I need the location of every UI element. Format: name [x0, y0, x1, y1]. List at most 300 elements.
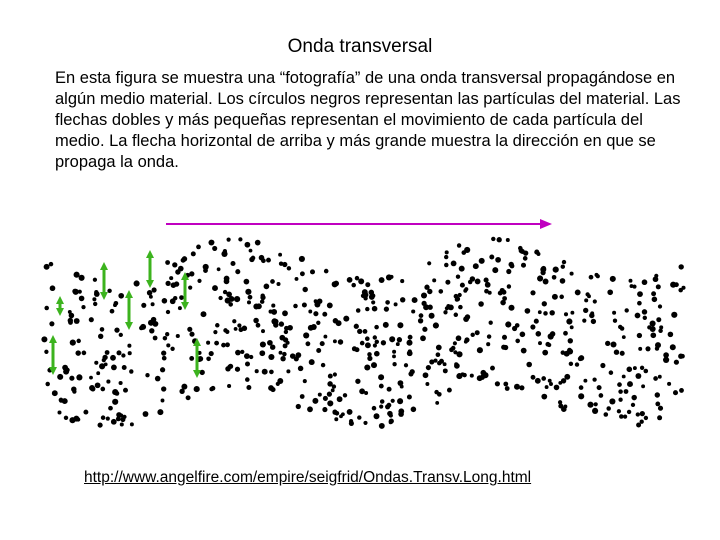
particle: [432, 278, 436, 282]
particle: [633, 366, 637, 370]
particle: [73, 289, 79, 295]
particle: [69, 376, 74, 381]
particle: [552, 294, 558, 300]
particle: [68, 318, 73, 323]
particle: [636, 423, 641, 428]
particle: [541, 376, 546, 381]
particle: [214, 341, 219, 346]
particle: [495, 381, 500, 386]
particle: [475, 278, 481, 284]
particle: [626, 366, 632, 372]
particle: [635, 313, 641, 319]
particle: [151, 302, 155, 306]
particle: [605, 341, 610, 346]
particle: [284, 330, 288, 334]
particle: [333, 372, 337, 376]
particle: [365, 307, 369, 311]
particle: [575, 289, 581, 295]
particle: [667, 382, 671, 386]
particle: [100, 327, 105, 332]
particle: [208, 240, 214, 246]
particle: [351, 283, 356, 288]
particle: [674, 360, 679, 365]
particle: [286, 369, 290, 373]
particle: [530, 324, 535, 329]
particle: [583, 379, 587, 383]
particle: [148, 320, 154, 326]
transverse-wave-figure: [0, 200, 720, 440]
particle: [606, 406, 611, 411]
particle: [323, 396, 328, 401]
particle: [223, 328, 227, 332]
particle: [303, 379, 307, 383]
particle: [230, 261, 235, 266]
particle-motion-arrow: [125, 290, 133, 330]
particle: [120, 422, 124, 426]
particle: [657, 415, 662, 420]
particle: [459, 266, 465, 272]
particle: [523, 256, 528, 261]
particle: [614, 349, 619, 354]
particle: [218, 296, 222, 300]
particle: [260, 341, 266, 347]
particle: [196, 245, 201, 250]
particle: [372, 406, 377, 411]
particle: [242, 326, 247, 331]
particle-motion-arrow: [100, 262, 108, 300]
particle: [419, 313, 424, 318]
particle: [456, 274, 460, 278]
particle: [374, 413, 380, 419]
particle: [295, 277, 299, 281]
particle: [475, 330, 480, 335]
particle: [549, 382, 553, 386]
particle: [300, 271, 305, 276]
particle: [332, 410, 337, 415]
particle: [617, 409, 621, 413]
particle: [623, 414, 627, 418]
particle: [578, 393, 584, 399]
particle: [175, 269, 180, 274]
particle: [369, 294, 375, 300]
particle: [206, 341, 210, 345]
particle: [600, 363, 605, 368]
particle: [282, 262, 287, 267]
particle: [152, 287, 157, 292]
particle: [365, 336, 370, 341]
particle: [271, 304, 275, 308]
particle: [490, 366, 495, 371]
particle: [638, 347, 642, 351]
particle: [282, 352, 287, 357]
particle: [398, 411, 404, 417]
particle: [332, 384, 336, 388]
particle: [378, 374, 384, 380]
particle: [105, 350, 110, 355]
particle: [545, 385, 549, 389]
particle: [323, 407, 328, 412]
particle: [312, 398, 318, 404]
particle: [110, 355, 116, 361]
particle: [543, 311, 548, 316]
particle: [470, 333, 474, 337]
particle: [331, 388, 335, 392]
particle: [305, 341, 310, 346]
particle: [579, 385, 584, 390]
particle: [225, 298, 231, 304]
particle: [261, 329, 265, 333]
particle: [631, 395, 636, 400]
particle-motion-arrow: [181, 272, 189, 310]
particle: [44, 350, 48, 354]
particle: [101, 415, 106, 420]
particle: [173, 296, 177, 300]
particle: [245, 377, 250, 382]
particle: [505, 321, 511, 327]
particle: [627, 381, 633, 387]
particle: [106, 417, 110, 421]
particle: [52, 390, 58, 396]
particle: [119, 381, 123, 385]
particle: [679, 388, 684, 393]
particle: [637, 333, 642, 338]
particle: [255, 369, 259, 373]
particle: [486, 342, 490, 346]
particle-motion-arrow: [146, 250, 154, 288]
particle: [143, 411, 149, 417]
particle: [367, 356, 372, 361]
particle: [435, 401, 439, 405]
particle: [247, 300, 251, 304]
particle: [584, 298, 588, 302]
particle: [592, 408, 598, 414]
particle: [217, 267, 221, 271]
particle: [116, 350, 121, 355]
particle: [618, 325, 622, 329]
particle: [613, 319, 617, 323]
particle: [379, 405, 383, 409]
particle: [627, 410, 631, 414]
particle: [453, 341, 457, 345]
particle: [197, 279, 201, 283]
particle: [679, 264, 684, 269]
particle: [203, 264, 209, 270]
particle: [374, 351, 380, 357]
particle: [313, 311, 318, 316]
particle: [650, 332, 656, 338]
particle: [525, 308, 531, 314]
particle: [629, 279, 633, 283]
particle: [130, 422, 134, 426]
particle: [273, 322, 278, 327]
particle: [189, 332, 194, 337]
particle: [94, 361, 98, 365]
particle: [389, 418, 394, 423]
particle: [637, 291, 643, 297]
particle: [631, 403, 635, 407]
particle: [542, 301, 547, 306]
particle: [374, 325, 379, 330]
particle: [249, 355, 253, 359]
particle: [64, 416, 68, 420]
particle: [373, 335, 377, 339]
particle: [563, 331, 568, 336]
particle: [470, 374, 474, 378]
particle: [610, 341, 616, 347]
particle: [655, 392, 660, 397]
particle: [587, 294, 591, 298]
particle: [641, 384, 645, 388]
particle: [397, 398, 403, 404]
particle: [663, 352, 669, 358]
particle: [81, 305, 85, 309]
particle: [410, 369, 415, 374]
particle: [244, 279, 250, 285]
particle: [75, 350, 80, 355]
particle: [460, 283, 465, 288]
particle: [98, 334, 103, 339]
slide-title: Onda transversal: [287, 36, 433, 57]
particle: [635, 373, 641, 379]
particle: [392, 354, 396, 358]
particle: [333, 281, 339, 287]
particle: [520, 331, 526, 337]
particle: [92, 297, 96, 301]
particle: [49, 321, 54, 326]
particle: [640, 366, 644, 370]
particle: [681, 286, 685, 290]
particle: [260, 299, 264, 303]
particle: [162, 356, 167, 361]
particle: [318, 393, 322, 397]
particle: [267, 340, 273, 346]
particle: [157, 409, 163, 415]
particle: [436, 352, 441, 357]
particle: [463, 316, 469, 322]
particle: [165, 332, 169, 336]
particle: [89, 376, 93, 380]
particle: [206, 356, 211, 361]
particle: [425, 382, 429, 386]
particle: [642, 309, 647, 314]
particle-motion-arrow: [49, 335, 57, 375]
particle: [445, 306, 449, 310]
particle: [506, 269, 511, 274]
particle: [541, 266, 546, 271]
particle: [607, 289, 613, 295]
particle: [542, 350, 548, 356]
particle: [170, 347, 174, 351]
particle: [209, 387, 213, 391]
particle: [389, 336, 395, 342]
particle: [309, 359, 315, 365]
particle: [484, 278, 489, 283]
particle: [44, 306, 49, 311]
particle: [478, 301, 484, 307]
particle: [622, 375, 626, 379]
particle: [609, 370, 614, 375]
particle: [89, 317, 94, 322]
particle: [363, 292, 368, 297]
particle: [445, 280, 450, 285]
particle: [270, 279, 275, 284]
particle: [321, 363, 325, 367]
particle: [420, 335, 426, 341]
particle: [427, 289, 432, 294]
particle: [166, 343, 170, 347]
particle: [624, 389, 629, 394]
particle: [457, 243, 461, 247]
particle: [429, 313, 435, 319]
particle: [278, 253, 282, 257]
particle: [320, 341, 325, 346]
particle: [355, 379, 360, 384]
particle: [451, 346, 456, 351]
particle: [656, 284, 661, 289]
particle: [296, 404, 301, 409]
particle: [561, 350, 566, 355]
particle: [381, 340, 386, 345]
particle: [279, 321, 284, 326]
particle: [300, 394, 305, 399]
particle: [371, 362, 377, 368]
particle: [570, 272, 574, 276]
particle: [93, 302, 97, 306]
particle: [640, 411, 645, 416]
particle: [502, 335, 507, 340]
particle: [439, 359, 444, 364]
particle: [454, 362, 458, 366]
particle: [443, 310, 447, 314]
particle: [426, 365, 431, 370]
particle: [279, 351, 283, 355]
particle: [161, 350, 166, 355]
particle: [212, 246, 217, 251]
particle: [245, 242, 251, 248]
particle: [259, 350, 265, 356]
particle: [260, 295, 265, 300]
particle: [456, 335, 462, 341]
particle: [610, 276, 616, 282]
particle: [462, 373, 466, 377]
particle: [538, 310, 542, 314]
particle: [444, 263, 448, 267]
particle: [383, 322, 389, 328]
particle: [548, 333, 554, 339]
particle: [171, 282, 177, 288]
particle: [658, 406, 663, 411]
particle: [506, 238, 510, 242]
particle: [347, 277, 353, 283]
particle: [668, 332, 674, 338]
particle: [249, 257, 254, 262]
particle: [434, 390, 439, 395]
source-link[interactable]: http://www.angelfire.com/empire/seigfrid/Ondas.Transv.Long.html: [84, 469, 532, 486]
particle: [451, 260, 457, 266]
particle: [119, 333, 123, 337]
particle: [570, 325, 574, 329]
particle: [559, 295, 564, 300]
particle: [227, 365, 231, 369]
particle: [118, 293, 124, 299]
particle: [575, 362, 579, 366]
particle: [386, 274, 392, 280]
particle: [534, 250, 539, 255]
particle: [116, 417, 121, 422]
particle: [240, 350, 244, 354]
particle: [655, 346, 659, 350]
particle: [119, 413, 123, 417]
particle: [149, 328, 154, 333]
particle: [74, 318, 80, 324]
particle: [423, 372, 429, 378]
particle: [618, 398, 622, 402]
particle: [363, 329, 368, 334]
particle: [215, 323, 219, 327]
particle: [658, 304, 662, 308]
particle: [245, 361, 250, 366]
particle: [365, 282, 370, 287]
particle: [489, 321, 493, 325]
particle: [354, 324, 359, 329]
particle: [583, 308, 588, 313]
particle: [248, 295, 253, 300]
particle: [495, 257, 501, 263]
particle: [391, 399, 395, 403]
particle: [514, 384, 520, 390]
particle: [655, 401, 660, 406]
particle: [79, 275, 85, 281]
particle: [553, 267, 559, 273]
particle: [127, 344, 131, 348]
particle: [232, 319, 236, 323]
particle: [643, 316, 647, 320]
particle: [276, 282, 280, 286]
particle: [503, 382, 508, 387]
particle: [227, 238, 231, 242]
particle: [57, 410, 61, 414]
particle: [612, 311, 616, 315]
particle: [501, 290, 506, 295]
particle: [201, 311, 207, 317]
particle: [121, 353, 125, 357]
particle: [593, 299, 597, 303]
particle: [397, 337, 402, 342]
particle: [176, 334, 180, 338]
particle: [422, 327, 427, 332]
particle: [484, 289, 489, 294]
particle: [385, 300, 390, 305]
particle: [163, 336, 168, 341]
particle: [404, 363, 408, 367]
particle: [485, 282, 491, 288]
particle-motion-arrow: [56, 296, 64, 316]
particle: [178, 306, 182, 310]
particle: [547, 343, 551, 347]
particle: [223, 249, 227, 253]
particle: [454, 313, 459, 318]
particle: [507, 284, 511, 288]
particle: [237, 323, 241, 327]
particle: [394, 302, 398, 306]
particle: [658, 375, 662, 379]
particle: [642, 279, 648, 285]
particle: [566, 318, 572, 324]
particle: [482, 372, 488, 378]
particle: [303, 332, 309, 338]
particle: [93, 278, 97, 282]
particle: [161, 386, 166, 391]
